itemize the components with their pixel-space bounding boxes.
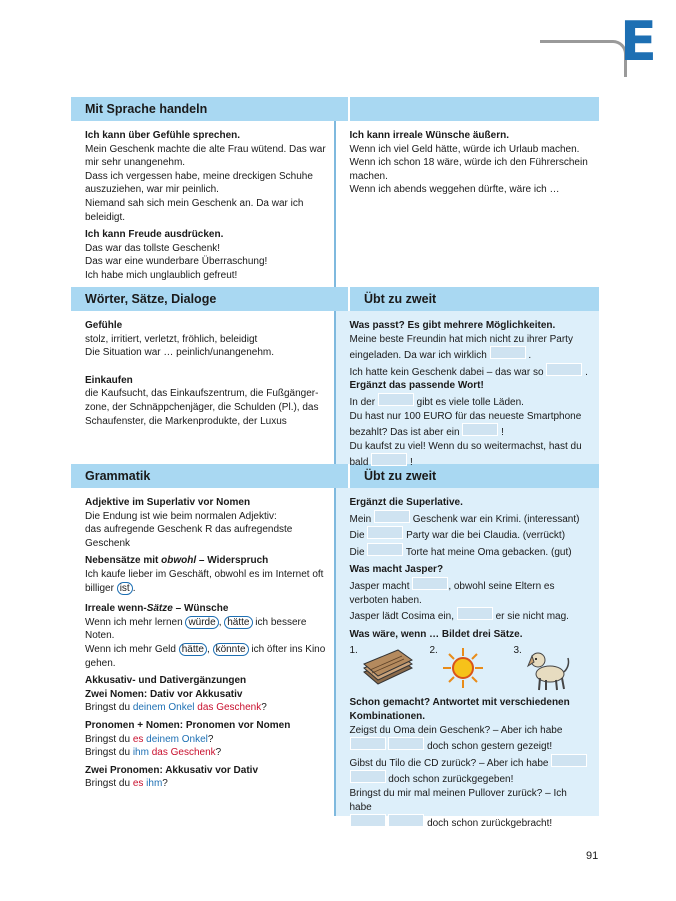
section-header-3: [71, 464, 599, 488]
text-line: bezahlt? Das ist aber ein !: [350, 423, 592, 440]
subheading: Irreale wenn-Sätze – Wünsche: [85, 603, 229, 615]
sun-icon: [438, 644, 488, 692]
subheading: Adjektive im Superlativ vor Nomen: [85, 497, 251, 508]
fill-in-blank[interactable]: [367, 526, 403, 539]
text-line: Wenn ich schon 18 wäre, würde ich den Führerschein: [349, 157, 588, 169]
subheading: Ich kann irreale Wünsche äußern.: [349, 130, 509, 141]
subheading: Ich kann über Gefühle sprechen.: [85, 130, 241, 141]
text-line: Bringst du ihm das Geschenk?: [85, 747, 222, 759]
subheading: Kombinationen.: [349, 710, 426, 722]
text-line: Mein Geschenk machte die alte Frau wütend. Das war: [85, 143, 326, 155]
money-stack-icon: [358, 644, 416, 692]
text-line: billiger ist .: [85, 582, 136, 594]
text-line: Du kaufst zu viel! Wenn du so weitermachst, hast du: [349, 440, 582, 452]
text-line: Ich kaufe lieber im Geschäft, obwohl es im Internet oft: [85, 568, 324, 580]
column-left: [71, 311, 334, 464]
number: 1.: [349, 645, 358, 657]
text-line: Mein Geschenk war ein Krimi. (interessant): [350, 510, 592, 527]
text-line: Niemand sah sich mein Geschenk an. Da war ich: [85, 197, 304, 209]
circled-verb: könnte: [213, 643, 249, 656]
section-title-right: Übt zu zweit: [364, 292, 437, 306]
section-header-2: [71, 287, 599, 311]
text-line: Bringst du es deinem Onkel?: [85, 733, 214, 745]
text-line: Du hast nur 100 EURO für das neueste Smartphone: [349, 410, 582, 422]
text-line: zone, der Schnäppchenjäger, die Schulden (Pl.), das: [85, 401, 319, 413]
fill-in-blank[interactable]: [462, 423, 498, 436]
text-line: die Kaufsucht, das Einkaufszentrum, die Fußgänger-: [85, 388, 319, 400]
text-line: verboten haben.: [349, 594, 422, 606]
text-line: eingeladen. Da war ich wirklich .: [350, 346, 592, 363]
text-line: bald !: [350, 453, 592, 470]
column-left: [71, 488, 334, 816]
corner-decoration: [540, 40, 627, 77]
text-line: Die Party war die bei Claudia. (verrückt): [350, 526, 592, 543]
number: 3.: [513, 645, 522, 657]
text-line: Ich habe mich unglaublich gefreut!: [85, 269, 238, 281]
text-line: Gibst du Tilo die CD zurück? – Aber ich habe: [350, 754, 592, 771]
section-body-2: [71, 311, 599, 469]
text-line: Ich hatte kein Geschenk dabei – das war so .: [350, 363, 592, 380]
fill-in-blank[interactable]: [457, 607, 493, 620]
subheading: Ergänzt die Superlative.: [349, 497, 463, 508]
text-line: machen.: [349, 170, 388, 182]
section-title-right: Übt zu zweit: [364, 469, 437, 483]
text-line: auszuziehen, war mir peinlich.: [85, 184, 219, 196]
picture-item: [350, 644, 430, 692]
fill-in-blank[interactable]: [350, 770, 386, 783]
subheading: Akkusativ- und Dativergänzungen: [85, 675, 247, 687]
text-line: Jasper macht , obwohl seine Eltern es: [350, 577, 592, 594]
section-title: Wörter, Sätze, Dialoge: [71, 287, 350, 311]
text-line: Geschenk: [85, 537, 131, 549]
subheading: Ergänzt das passende Wort!: [349, 380, 484, 392]
column-right: [336, 121, 600, 287]
text-line: doch schon zurückgebracht!: [350, 814, 592, 831]
circled-verb: hätte: [179, 643, 207, 656]
text-line: Schaufenster, die Markenprodukte, der Luxus: [85, 415, 287, 427]
number: 2.: [429, 645, 438, 657]
circled-verb: ist: [117, 582, 133, 595]
text-line: Das war das tollste Geschenk!: [85, 242, 221, 254]
picture-item: [430, 644, 514, 692]
section-title-right: [350, 97, 599, 121]
text-line: doch schon zurückgegeben!: [350, 770, 592, 787]
subheading: Pronomen + Nomen: Pronomen vor Nomen: [85, 719, 291, 731]
text-line: Zeigst du Oma dein Geschenk? – Aber ich habe: [349, 724, 563, 736]
text-line: mir sehr unangenehm.: [85, 157, 186, 169]
text-line: doch schon gestern gezeigt!: [350, 737, 592, 754]
subheading: Nebensätze mit obwohl – Widerspruch: [85, 555, 269, 567]
text-line: beleidigt.: [85, 211, 126, 223]
subheading: Ich kann Freude ausdrücken.: [85, 229, 224, 241]
section-title: Grammatik: [71, 464, 350, 488]
fill-in-blank[interactable]: [378, 393, 414, 406]
fill-in-blank[interactable]: [350, 737, 386, 750]
subheading: Zwei Nomen: Dativ vor Akkusativ: [85, 688, 243, 700]
subheading: Einkaufen: [85, 374, 133, 386]
text-line: Die Endung ist wie beim normalen Adjektiv:: [85, 510, 277, 522]
section-header-1: [71, 97, 599, 121]
fill-in-blank[interactable]: [350, 814, 386, 827]
text-line: Bringst du es ihm?: [85, 778, 168, 790]
text-line: stolz, irritiert, verletzt, fröhlich, beleidigt: [85, 333, 258, 345]
fill-in-blank[interactable]: [551, 754, 587, 767]
text-line: Das war eine wunderbare Überraschung!: [85, 256, 268, 268]
text-line: Wenn ich mehr lernen würde , hätte ich bessere: [85, 616, 307, 628]
circled-verb: hätte: [224, 616, 252, 629]
text-line: Dass ich vergessen habe, meine dreckigen Schuhe: [85, 170, 313, 182]
fill-in-blank[interactable]: [546, 363, 582, 376]
column-left: [71, 121, 334, 287]
subheading: Was macht Jasper?: [349, 564, 444, 576]
text-line: Jasper lädt Cosima ein, er sie nicht mag.: [350, 607, 592, 624]
subheading: Zwei Pronomen: Akkusativ vor Dativ: [85, 764, 259, 776]
text-line: gehen.: [85, 657, 116, 669]
dog-icon: [522, 644, 572, 694]
text-line: Bringst du deinem Onkel das Geschenk?: [85, 702, 267, 714]
text-line: Noten.: [85, 630, 115, 642]
circled-verb: würde: [185, 616, 218, 629]
text-line: Die Torte hat meine Oma gebacken. (gut): [350, 543, 592, 560]
fill-in-blank[interactable]: [374, 510, 410, 523]
subheading: Was passt? Es gibt mehrere Möglichkeiten.: [349, 320, 556, 331]
picture-item: [514, 644, 584, 694]
subheading: Was wäre, wenn … Bildet drei Sätze.: [349, 628, 523, 640]
text-line: Bringst du mir mal meinen Pullover zurück? – Ich habe: [349, 787, 567, 813]
chapter-letter: E: [620, 10, 657, 73]
section-body-1: [71, 121, 599, 287]
fill-in-blank[interactable]: [490, 346, 526, 359]
column-right: [336, 311, 600, 469]
page-number: 91: [586, 850, 599, 862]
fill-in-blank[interactable]: [412, 577, 448, 590]
text-line: Wenn ich viel Geld hätte, würde ich Urlaub machen.: [349, 143, 580, 155]
subheading: Gefühle: [85, 320, 123, 331]
fill-in-blank[interactable]: [367, 543, 403, 556]
text-line: Meine beste Freundin hat mich nicht zu ihrer Party: [349, 333, 573, 345]
section-title: Mit Sprache handeln: [71, 97, 350, 121]
text-line: das aufregende Geschenk R das aufregendste: [85, 524, 293, 536]
text-line: Wenn ich abends weggehen dürfte, wäre ich …: [349, 184, 560, 196]
section-body-3: [71, 488, 599, 830]
text-line: In der gibt es viele tolle Läden.: [350, 393, 592, 410]
text-line: Wenn ich mehr Geld hätte , könnte ich öfter ins Kino: [85, 643, 326, 655]
text-line: Die Situation war … peinlich/unangenehm.: [85, 347, 274, 359]
column-right: [336, 488, 600, 830]
fill-in-blank[interactable]: [388, 737, 424, 750]
picture-row: [350, 644, 592, 696]
subheading: Schon gemacht? Antwortet mit verschiedenen: [349, 697, 570, 709]
content-grid: [71, 97, 599, 830]
fill-in-blank[interactable]: [388, 814, 424, 827]
